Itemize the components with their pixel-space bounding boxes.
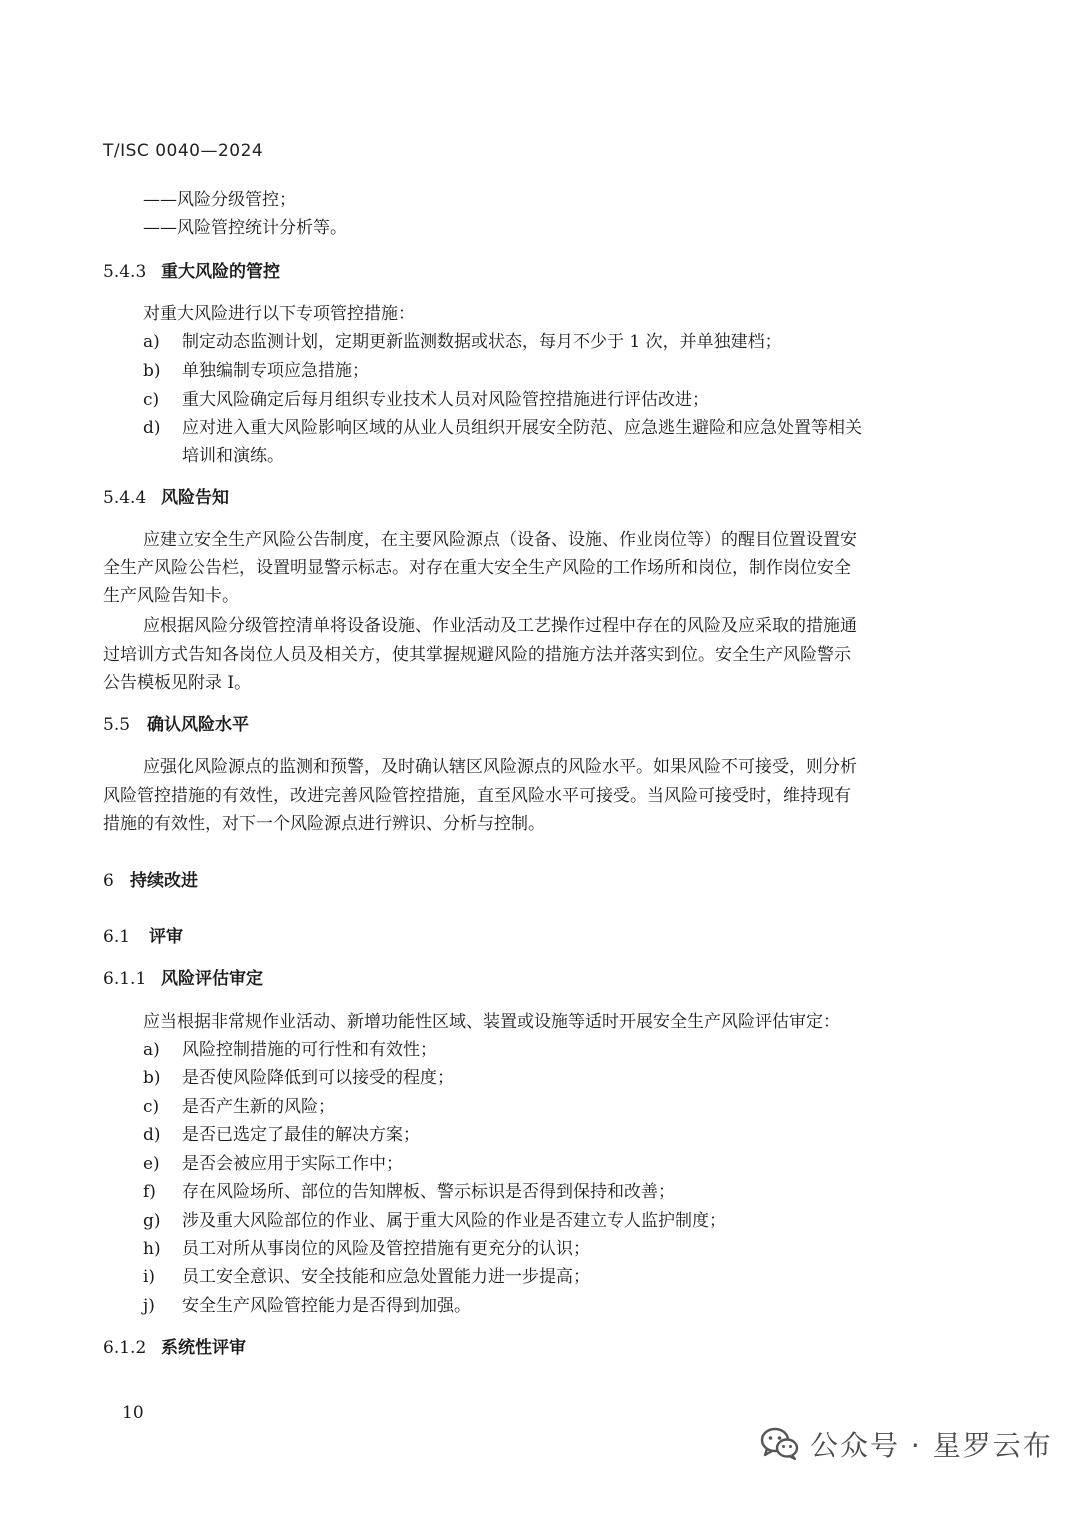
list-item: 重大风险确定后每月组织专业技术人员对风险管控措施进行评估改进；	[182, 390, 709, 410]
list-item: 员工对所从事岗位的风险及管控措施有更充分的认识；	[182, 1239, 590, 1259]
list-item: 员工安全意识、安全技能和应急处置能力进一步提高；	[182, 1267, 590, 1287]
section-heading-6-1-1: 6.1.1 风险评估审定	[103, 969, 263, 989]
list-item: 是否产生新的风险；	[182, 1097, 335, 1117]
list-label: i)	[143, 1267, 156, 1287]
list-item: 存在风险场所、部位的告知牌板、警示标识是否得到保持和改善；	[182, 1182, 675, 1202]
dash-item-1: ——风险分级管控；	[143, 190, 296, 210]
list-item: 风险控制措施的可行性和有效性；	[182, 1040, 437, 1060]
section-heading-5-5: 5.5 确认风险水平	[103, 715, 249, 735]
page-number: 10	[122, 1403, 144, 1423]
paragraph-line: 生产风险告知卡。	[103, 586, 239, 606]
paragraph-line: 公告模板见附录 I。	[103, 673, 252, 693]
section-heading-6-1: 6.1 评审	[103, 927, 183, 947]
list-label: b)	[143, 361, 161, 381]
wechat-icon	[760, 1427, 800, 1461]
watermark	[760, 1424, 1053, 1464]
list-label: c)	[143, 390, 160, 410]
paragraph-line: 措施的有效性，对下一个风险源点进行辨识、分析与控制。	[103, 814, 545, 834]
section-heading-6: 6 持续改进	[103, 871, 198, 891]
list-label: d)	[143, 1125, 161, 1145]
list-label: g)	[143, 1211, 161, 1231]
section-lead: 对重大风险进行以下专项管控措施：	[143, 304, 415, 324]
document-code: T/ISC 0040—2024	[103, 141, 264, 161]
paragraph-line: 全生产风险公告栏，设置明显警示标志。对存在重大安全生产风险的工作场所和岗位，制作岗位安全	[103, 558, 851, 578]
section-heading-5-4-3: 5.4.3 重大风险的管控	[103, 262, 280, 282]
list-label: a)	[143, 332, 160, 352]
list-label: d)	[143, 418, 161, 438]
paragraph-line: 过培训方式告知各岗位人员及相关方，使其掌握规避风险的措施方法并落实到位。安全生产风险警示	[103, 645, 851, 665]
section-heading-5-4-4: 5.4.4 风险告知	[103, 488, 229, 508]
list-label: j)	[143, 1296, 155, 1316]
list-item: 安全生产风险管控能力是否得到加强。	[182, 1296, 471, 1316]
list-label: h)	[143, 1239, 161, 1259]
list-item: 制定动态监测计划，定期更新监测数据或状态，每月不少于 1 次，并单独建档；	[182, 332, 782, 352]
list-label: b)	[143, 1068, 161, 1088]
list-item: 是否已选定了最佳的解决方案；	[182, 1125, 420, 1145]
list-label: f)	[143, 1182, 156, 1202]
list-label: c)	[143, 1097, 160, 1117]
list-label: e)	[143, 1154, 160, 1174]
watermark-text: 公众号 · 星罗云布	[810, 1429, 1053, 1462]
list-label: a)	[143, 1040, 160, 1060]
list-item: 涉及重大风险部位的作业、属于重大风险的作业是否建立专人监护制度；	[182, 1211, 726, 1231]
list-item: 应对进入重大风险影响区域的从业人员组织开展安全防范、应急逃生避险和应急处置等相关	[182, 418, 862, 438]
paragraph-line: 应根据风险分级管控清单将设备设施、作业活动及工艺操作过程中存在的风险及应采取的措施通	[143, 616, 857, 636]
section-lead: 应当根据非常规作业活动、新增功能性区域、装置或设施等适时开展安全生产风险评估审定：	[143, 1012, 840, 1032]
paragraph-line: 应建立安全生产风险公告制度，在主要风险源点（设备、设施、作业岗位等）的醒目位置设置安	[143, 530, 857, 550]
paragraph-line: 应强化风险源点的监测和预警，及时确认辖区风险源点的风险水平。如果风险不可接受，则分析	[143, 757, 857, 777]
list-item: 是否会被应用于实际工作中；	[182, 1154, 403, 1174]
dash-item-2: ——风险管控统计分析等。	[143, 218, 347, 238]
section-heading-6-1-2: 6.1.2 系统性评审	[103, 1338, 246, 1358]
paragraph-line: 风险管控措施的有效性，改进完善风险管控措施，直至风险水平可接受。当风险可接受时，维持现有	[103, 786, 851, 806]
list-item: 是否使风险降低到可以接受的程度；	[182, 1068, 454, 1088]
list-item: 单独编制专项应急措施；	[182, 361, 369, 381]
list-item-continuation: 培训和演练。	[182, 446, 284, 466]
